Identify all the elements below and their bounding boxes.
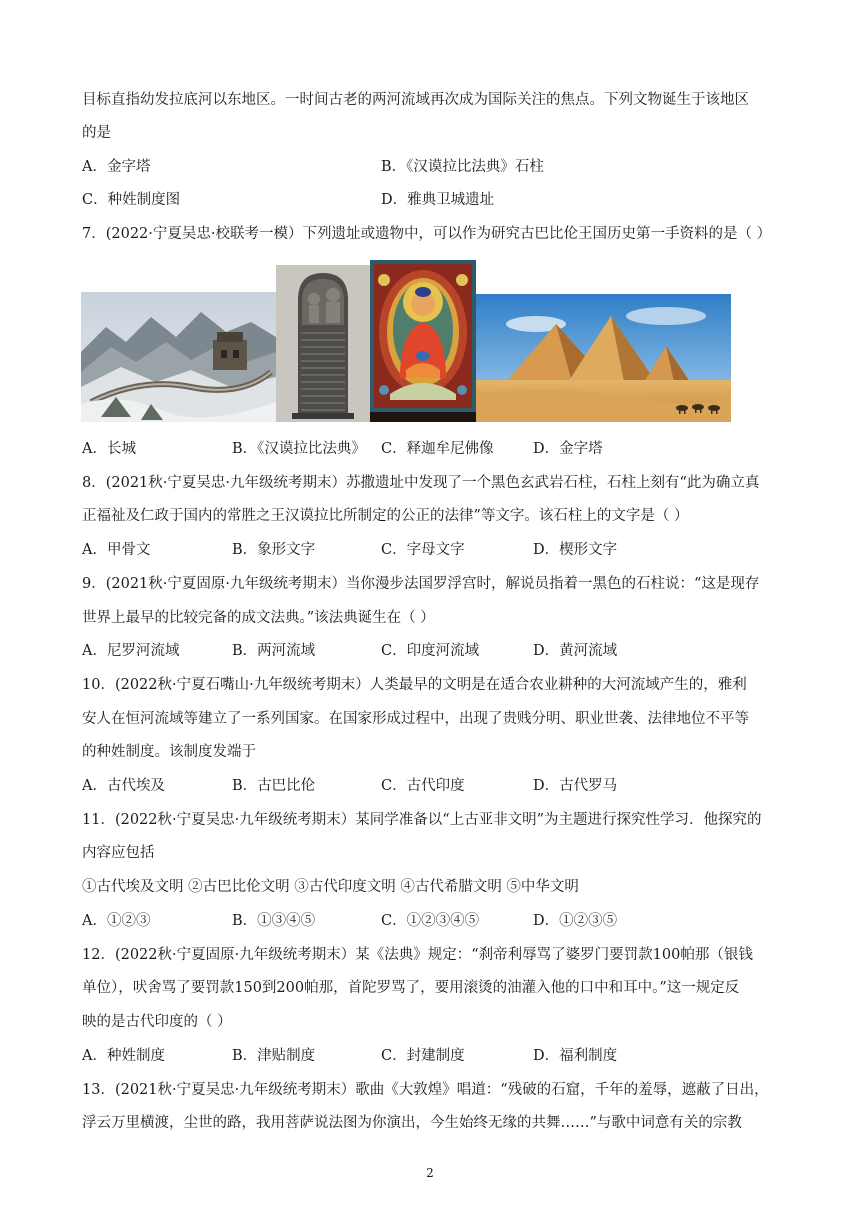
- q11-option-d: D．①②③⑤: [533, 913, 618, 929]
- buddha-painting: [370, 260, 476, 422]
- hammurabi-stele-photo: [276, 265, 370, 422]
- q12-option-a: A．种姓制度: [82, 1048, 165, 1064]
- q6-option-d: D．雅典卫城遗址: [381, 192, 495, 208]
- q12-option-b: B．津贴制度: [232, 1048, 316, 1064]
- page-number: 2: [426, 1166, 434, 1180]
- q12-text-line-1: 12．(2022秋·宁夏固原·九年级统考期末）某《法典》规定：“刹帝利辱骂了婆罗门要罚款100帕那（银钱: [82, 947, 753, 963]
- painting-caption-strip: [370, 412, 476, 422]
- q10-option-b: B．古巴比伦: [232, 778, 316, 794]
- q7-option-c: C．释迦牟尼佛像: [381, 441, 494, 457]
- q11-option-a: A．①②③: [82, 913, 151, 929]
- q9-option-d: D．黄河流域: [533, 643, 618, 659]
- q9-text-line-1: 9．(2021秋·宁夏固原·九年级统考期末）当你漫步法国罗浮宫时，解说员指着一黑色的石柱说：“这是现存: [82, 576, 760, 592]
- q12-text-line-3: 映的是古代印度的（ ）: [82, 1014, 232, 1030]
- q9-option-b: B．两河流域: [232, 643, 316, 659]
- q6-text-line-1: 目标直指幼发拉底河以东地区。一时间古老的两河流域再次成为国际关注的焦点。下列文物诞生于该地区: [82, 92, 749, 108]
- q7-option-d: D．金字塔: [533, 441, 603, 457]
- q8-text-line-1: 8．(2021秋·宁夏吴忠·九年级统考期末）苏撒遗址中发现了一个黑色玄武岩石柱，石柱上刻有“此为确立真: [82, 475, 760, 491]
- q11-text-line-2: 内容应包括: [82, 845, 155, 861]
- q10-option-c: C．古代印度: [381, 778, 465, 794]
- q10-text-line-1: 10．(2022秋·宁夏石嘴山·九年级统考期末）人类最早的文明是在适合农业耕种的大河流域产生的，雅利: [82, 677, 747, 693]
- q10-option-a: A．古代埃及: [82, 778, 165, 794]
- q6-option-b: B．《汉谟拉比法典》石柱: [381, 159, 544, 175]
- q11-text-line-1: 11．(2022秋·宁夏吴忠·九年级统考期末）某同学准备以“上古亚非文明”为主题进行探究性学习．他探究的: [82, 812, 762, 828]
- q10-text-line-3: 的种姓制度。该制度发端于: [82, 744, 256, 760]
- q9-text-line-2: 世界上最早的比较完备的成文法典。”该法典诞生在（ ）: [82, 610, 435, 626]
- q11-text-line-3: ①古代埃及文明 ②古巴比伦文明 ③古代印度文明 ④古代希腊文明 ⑤中华文明: [82, 879, 579, 895]
- q7-option-b: B．《汉谟拉比法典》: [232, 441, 366, 457]
- q12-option-d: D．福利制度: [533, 1048, 618, 1064]
- q13-text-line-2: 浮云万里横渡，尘世的路，我用菩萨说法图为你演出，今生始终无缘的共舞……”与歌中词意有关的宗教: [82, 1115, 742, 1131]
- q6-option-a: A．金字塔: [82, 159, 151, 175]
- q12-option-c: C．封建制度: [381, 1048, 465, 1064]
- q10-text-line-2: 安人在恒河流域等建立了一系列国家。在国家形成过程中，出现了贵贱分明、职业世袭、法律地位不平等: [82, 711, 749, 727]
- q12-text-line-2: 单位），吠舍骂了要罚款150到200帕那，首陀罗骂了，要用滚烫的油灌入他的口中和耳中。”这一规定反: [82, 980, 740, 996]
- q9-option-a: A．尼罗河流域: [82, 643, 180, 659]
- q9-option-c: C．印度河流域: [381, 643, 480, 659]
- q13-text-line-1: 13．(2021秋·宁夏吴忠·九年级统考期末）歌曲《大敦煌》唱道：“残破的石窟，千年的羞辱，遮蔽了日出，: [82, 1082, 769, 1098]
- q7-option-a: A．长城: [82, 441, 136, 457]
- q6-text-line-2: 的是: [82, 125, 111, 141]
- q11-option-b: B．①③④⑤: [232, 913, 316, 929]
- pyramids-photo: [476, 294, 731, 422]
- q10-option-d: D．古代罗马: [533, 778, 618, 794]
- q8-text-line-2: 正福祉及仁政于国内的常胜之王汉谟拉比所制定的公正的法律”等文字。该石柱上的文字是（ ）: [82, 508, 689, 524]
- q7-stem: 7．(2022·宁夏吴忠·校联考一模）下列遗址或遗物中，可以作为研究古巴比伦王国历史第一手资料的是（ ）: [82, 226, 772, 242]
- great-wall-photo: [81, 292, 276, 422]
- q8-option-d: D．楔形文字: [533, 542, 618, 558]
- q8-option-a: A．甲骨文: [82, 542, 151, 558]
- q8-option-c: C．字母文字: [381, 542, 465, 558]
- q8-option-b: B．象形文字: [232, 542, 316, 558]
- q6-option-c: C．种姓制度图: [82, 192, 181, 208]
- q11-option-c: C．①②③④⑤: [381, 913, 480, 929]
